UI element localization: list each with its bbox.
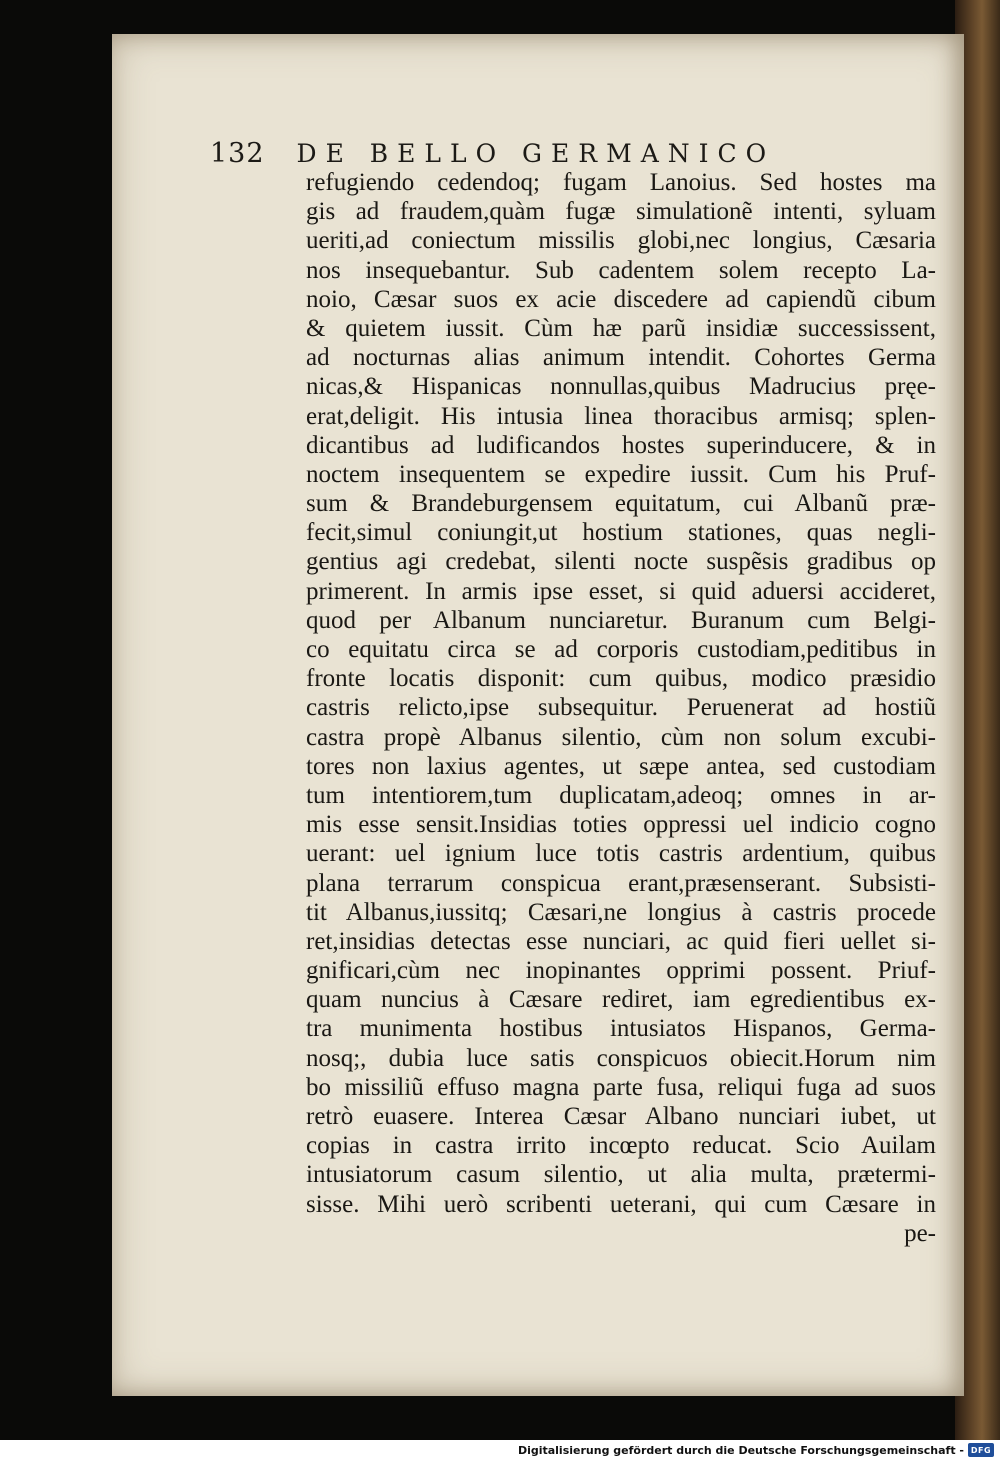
text-line: erat,deligit. His intusia linea thoracibus armisq; splen- bbox=[306, 402, 936, 430]
text-line: plana terrarum conspicua erant,præsenserant. Subsisti- bbox=[306, 869, 936, 897]
text-line: tit Albanus,iussitq; Cæsari,ne longius à castris procede bbox=[306, 898, 936, 926]
text-line: ueriti,ad coniectum missilis globi,nec longius, Cæsaria bbox=[306, 227, 936, 255]
text-line: nicas,& Hispanicas nonnullas,quibus Madrucius pręe- bbox=[306, 373, 936, 401]
text-line: dicantibus ad ludificandos hostes superinducere, & in bbox=[306, 431, 936, 459]
text-line: nosq;, dubia luce satis conspicuos obiecit.Horum nim bbox=[306, 1044, 936, 1072]
text-line: sum & Brandeburgensem equitatum, cui Albanũ præ- bbox=[306, 490, 936, 518]
text-line: castris relicto,ipse subsequitur. Peruenerat ad hostiũ bbox=[306, 694, 936, 722]
text-line: fronte locatis disponit: cum quibus, modico præsidio bbox=[306, 665, 936, 693]
text-line: nos insequebantur. Sub cadentem solem recepto La- bbox=[306, 256, 936, 284]
text-line: primerent. In armis ipse esset, si quid aduersi accideret, bbox=[306, 577, 936, 605]
text-line: ret,insidias detectas esse nunciari, ac quid fieri uellet si- bbox=[306, 927, 936, 955]
footer-credit: Digitalisierung gefördert durch die Deutsche Forschungsgemeinschaft - bbox=[517, 1443, 964, 1457]
text-line: ad nocturnas alias animum intendit. Cohortes Germa bbox=[306, 344, 936, 372]
text-line: noio, Cæsar suos ex acie discedere ad capiendũ cibum bbox=[306, 285, 936, 313]
body-text bbox=[306, 168, 936, 1248]
text-line: co equitatu circa se ad corporis custodiam,peditibus in bbox=[306, 636, 936, 663]
text-line: quam nuncius à Cæsare rediret, iam egredientibus ex- bbox=[306, 986, 936, 1014]
text-line: uerant: uel ignium luce totis castris ardentium, quibus bbox=[306, 840, 936, 868]
text-line: retrò euasere. Interea Cæsar Albano nunciari iubet, ut bbox=[306, 1103, 936, 1130]
text-line: tum intentiorem,tum duplicatam,adeoq; omnes in ar- bbox=[306, 781, 936, 809]
text-line: castra propè Albanus silentio, cùm non solum excubi- bbox=[306, 723, 936, 751]
page-number: 132 bbox=[210, 138, 265, 169]
text-line: gnificari,cùm nec inopinantes opprimi possent. Priuf- bbox=[306, 957, 936, 985]
text-line: sisse. Mihi uerò scribenti ueterani, qui cum Cæsare in bbox=[306, 1190, 936, 1218]
text-line: noctem insequentem se expedire iussit. Cum his Pruf- bbox=[306, 460, 936, 488]
text-line: copias in castra irrito incœpto reducat. Scio Auilam bbox=[306, 1132, 936, 1160]
text-line: gentius agi credebat, silenti nocte suspẽsis gradibus op bbox=[306, 548, 936, 576]
running-title: DE BELLO GERMANICO bbox=[296, 139, 776, 168]
catchword: pe- bbox=[904, 1219, 936, 1247]
text-line: intusiatorum casum silentio, ut alia multa, prætermi- bbox=[306, 1161, 936, 1189]
page-header bbox=[210, 138, 850, 172]
text-line: gis ad fraudem,quàm fugæ simulationẽ intenti, syluam bbox=[306, 198, 936, 226]
text-line: tores non laxius agentes, ut sæpe antea, sed custodiam bbox=[306, 752, 936, 780]
text-line: bo missiliũ effuso magna parte fusa, reliqui fuga ad suos bbox=[306, 1073, 936, 1101]
text-line: tra munimenta hostibus intusiatos Hispanos, Germa- bbox=[306, 1015, 936, 1043]
text-line: refugiendo cedendoq; fugam Lanoius. Sed hostes ma bbox=[306, 169, 936, 196]
text-line: mis esse sensit.Insidias toties oppressi uel indicio cogno bbox=[306, 811, 936, 839]
text-line: & quietem iussit. Cùm hæ parũ insidiæ successissent, bbox=[306, 314, 936, 342]
text-line: fecit,simul coniungit,ut hostium stationes, quas negli- bbox=[306, 519, 936, 547]
digitization-footer bbox=[0, 1440, 1000, 1460]
text-line: quod per Albanum nunciaretur. Buranum cum Belgi- bbox=[306, 606, 936, 634]
dfg-logo-icon: DFG bbox=[968, 1443, 994, 1457]
